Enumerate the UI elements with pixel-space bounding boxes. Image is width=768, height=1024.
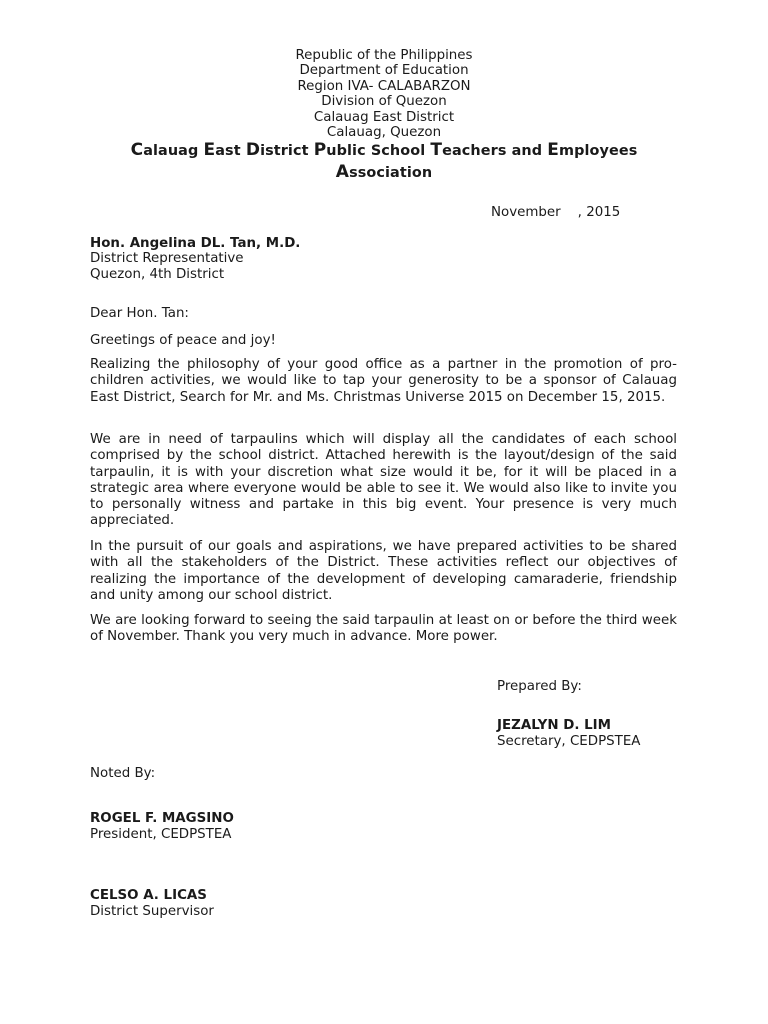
signatory-name: JEZALYN D. LIM — [497, 718, 611, 733]
association-word: Calauag — [130, 140, 199, 160]
signatory-title: District Supervisor — [90, 904, 214, 919]
signatory-title: Secretary, CEDPSTEA — [497, 734, 641, 749]
letterhead-line: Calauag East District — [313, 109, 455, 125]
prepared-by-label: Prepared By: — [497, 679, 582, 694]
recipient-title: District Representative — [90, 251, 244, 267]
letterhead-line: Republic of the Philippines — [295, 48, 473, 63]
signatory-name: ROGEL F. MAGSINO — [90, 811, 234, 826]
salutation: Dear Hon. Tan: — [90, 306, 189, 321]
prepared-by-signature — [497, 718, 640, 750]
paragraph-2: We are in need of tarpaulins which will display all the candidates of each school comprised by the school district. Attached herewith is the layout/design of the said tarpaulin, it is with your discretion what size would it be, for it will be placed in a strategic area where everyone would be able to see it. We would also like to invite you to personally witness and partake in this big event. Your presence is very much appreciated. — [90, 432, 677, 529]
letter-date: November , 2015 — [491, 205, 621, 220]
letterhead-line: Region IVA- CALABARZON — [297, 78, 471, 94]
paragraph-1: Realizing the philosophy of your good office as a partner in the promotion of pro-children activities, we would like to tap your generosity to be a sponsor of Calauag East District, Search for Mr. and Ms. Christmas Universe 2015 on December 15, 2015. — [90, 357, 677, 405]
noted-by-signature-supervisor — [90, 888, 214, 920]
association-word: East — [203, 140, 241, 160]
paragraph-3: In the pursuit of our goals and aspirations, we have prepared activities to be shared with all the stakeholders of the District. These activities reflect our objectives of realizing the importance of the development of developing camaraderie, friendship and unity among our school district. — [90, 539, 677, 603]
letterhead-line: Calauag, Quezon — [326, 125, 442, 141]
signatory-title: President, CEDPSTEA — [90, 827, 232, 842]
letterhead-line: Division of Quezon — [321, 94, 447, 110]
association-name — [90, 140, 678, 184]
association-word: Employees — [547, 140, 638, 160]
recipient-name: Hon. Angelina DL. Tan, M.D. — [90, 236, 301, 251]
greeting: Greetings of peace and joy! — [90, 333, 276, 348]
association-word: Public School — [313, 140, 426, 160]
association-word: Association — [335, 162, 433, 182]
letterhead-line: Department of Education — [299, 63, 469, 79]
association-word: District — [245, 140, 309, 160]
noted-by-signature-president — [90, 811, 234, 843]
association-word: Teachers and — [430, 140, 543, 160]
signatory-name: CELSO A. LICAS — [90, 888, 207, 903]
paragraph-4: We are looking forward to seeing the said tarpaulin at least on or before the third week of November. Thank you very much in advance. More power. — [90, 613, 677, 645]
noted-by-label: Noted By: — [90, 766, 156, 781]
recipient-district: Quezon, 4th District — [90, 266, 225, 282]
letterhead — [0, 48, 768, 140]
recipient-block — [90, 236, 300, 282]
